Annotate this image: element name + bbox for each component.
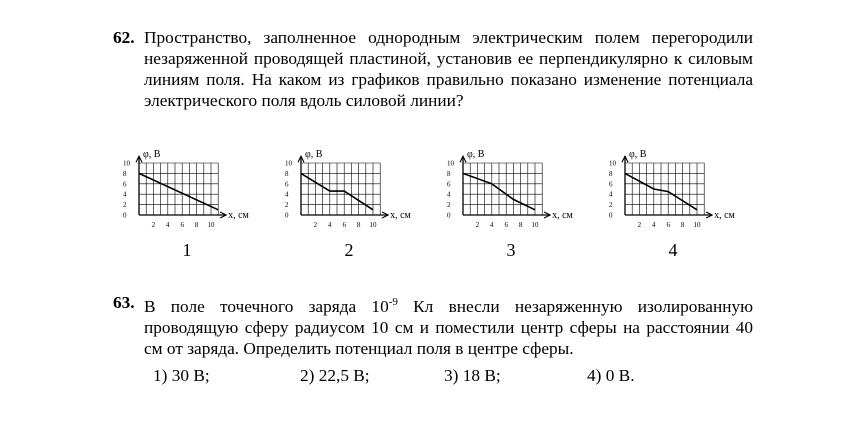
y-tick-label: 2 <box>285 201 289 210</box>
y-axis-label: φ, В <box>143 149 161 161</box>
graph-svg <box>441 148 601 238</box>
answer-option-1[interactable]: 1) 30 В; <box>153 366 210 385</box>
y-tick-label: 8 <box>123 169 127 178</box>
x-tick-label: 6 <box>180 221 184 229</box>
y-tick-label: 0 <box>447 211 451 220</box>
y-tick-label: 8 <box>609 169 613 178</box>
graph-svg <box>279 148 439 238</box>
x-tick-label: 2 <box>151 221 156 229</box>
question-text: Пространство, заполненное однородным электрическим полем перегородили незаряженной проводящей пластиной, установив ее перпендикулярно к силовым линиям поля. На каком из графиков правильно показано изменение потенциала электрического поля вдоль силовой линии? <box>144 28 753 110</box>
graph-4 <box>603 148 763 238</box>
graph-label-4: 4 <box>668 240 678 260</box>
question-62 <box>113 27 753 111</box>
x-tick-label: 6 <box>666 221 670 229</box>
x-tick-label: 2 <box>475 221 480 229</box>
y-tick-label: 10 <box>285 159 292 168</box>
question-63 <box>113 292 753 359</box>
x-tick-label: 4 <box>328 221 332 229</box>
x-tick-label: 4 <box>652 221 656 229</box>
y-tick-label: 6 <box>447 180 451 189</box>
x-tick-label: 6 <box>342 221 346 229</box>
graph-svg <box>603 148 763 238</box>
y-axis-label: φ, В <box>305 149 323 161</box>
x-axis-label: x, см <box>228 210 249 221</box>
y-tick-label: 6 <box>285 180 289 189</box>
x-tick-label: 4 <box>490 221 494 229</box>
question-number: 63. <box>113 293 135 312</box>
y-tick-label: 8 <box>285 169 289 178</box>
x-tick-label: 8 <box>356 221 361 229</box>
x-tick-label: 10 <box>693 221 701 229</box>
y-axis-label: φ, В <box>629 149 647 161</box>
graph-label-1: 1 <box>182 240 192 260</box>
y-tick-label: 2 <box>447 201 451 210</box>
x-tick-label: 8 <box>194 221 199 229</box>
graph-3 <box>441 148 601 238</box>
y-tick-label: 0 <box>609 211 613 220</box>
x-axis-label: x, см <box>714 210 735 221</box>
y-tick-label: 4 <box>609 190 613 199</box>
x-tick-label: 4 <box>166 221 170 229</box>
graph-label-3: 3 <box>506 240 516 260</box>
text-after: Кл внесли незаряженную изолированную проводящую сферу радиусом 10 см и поместили центр сферы на расстоянии 40 см от заряда. Определить потенциал поля в центре сферы. <box>144 296 753 358</box>
graph-1 <box>117 148 277 238</box>
y-tick-label: 0 <box>123 211 127 220</box>
question-text <box>144 292 753 359</box>
graph-svg <box>117 148 277 238</box>
graph-2 <box>279 148 439 238</box>
answer-option-2[interactable]: 2) 22,5 В; <box>300 366 370 385</box>
y-tick-label: 10 <box>123 159 130 168</box>
y-tick-label: 2 <box>609 201 613 210</box>
y-tick-label: 4 <box>285 190 289 199</box>
y-tick-label: 0 <box>285 211 289 220</box>
x-tick-label: 2 <box>313 221 318 229</box>
x-axis-label: x, см <box>390 210 411 221</box>
y-tick-label: 6 <box>609 180 613 189</box>
x-tick-label: 10 <box>207 221 215 229</box>
x-tick-label: 10 <box>531 221 539 229</box>
text-before: В поле точечного заряда 10 <box>144 296 389 316</box>
y-axis-label: φ, В <box>467 149 485 161</box>
x-tick-label: 8 <box>518 221 523 229</box>
y-tick-label: 6 <box>123 180 127 189</box>
x-tick-label: 6 <box>504 221 508 229</box>
answer-option-3[interactable]: 3) 18 В; <box>444 366 501 385</box>
x-tick-label: 8 <box>680 221 685 229</box>
question-number: 62. <box>113 28 135 47</box>
y-tick-label: 10 <box>609 159 616 168</box>
y-tick-label: 10 <box>447 159 454 168</box>
x-axis-label: x, см <box>552 210 573 221</box>
y-tick-label: 8 <box>447 169 451 178</box>
x-tick-label: 10 <box>369 221 377 229</box>
y-tick-label: 4 <box>447 190 451 199</box>
y-tick-label: 2 <box>123 201 127 210</box>
answer-option-4[interactable]: 4) 0 В. <box>587 366 635 385</box>
graph-label-2: 2 <box>344 240 354 260</box>
x-tick-label: 2 <box>637 221 642 229</box>
y-tick-label: 4 <box>123 190 127 199</box>
exponent: -9 <box>388 296 398 308</box>
